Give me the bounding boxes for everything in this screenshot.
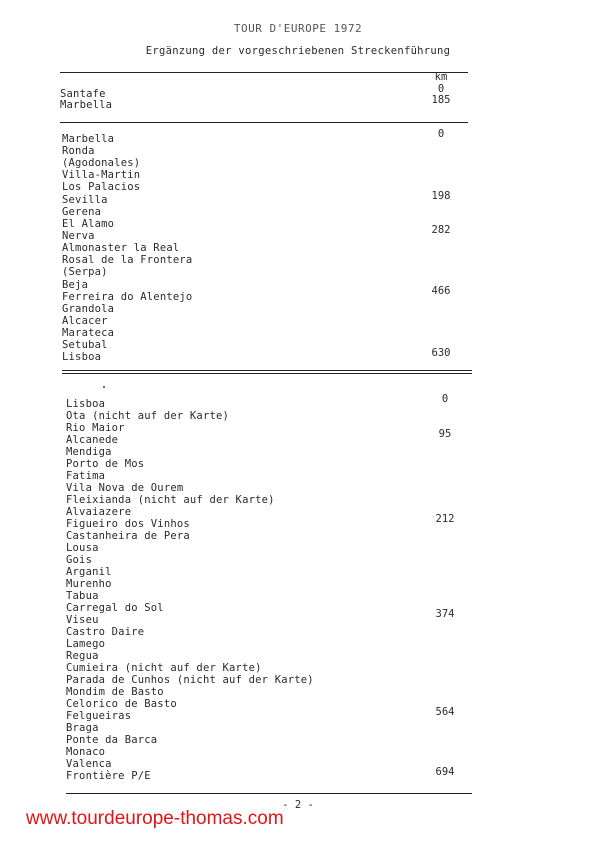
km-value: 212 [435,513,455,525]
document-subtitle: Ergänzung der vorgeschriebenen Streckenführung [145,45,451,57]
place-name: Cumieira (nicht auf der Karte) [66,662,262,674]
km-value: 282 [431,224,451,236]
km-value: 630 [431,347,451,359]
place-name: Villa-Martin [62,169,141,181]
km-value: 694 [435,766,455,778]
place-name: Marateca [62,327,115,339]
km-value: 466 [431,285,451,297]
place-name: Rosal de la Frontera [62,254,193,266]
km-value: 374 [435,608,455,620]
place-name: Fatima [66,470,106,482]
place-name: Alvaiazere [66,506,132,518]
place-name: (Serpa) [62,266,108,278]
place-name: Los Palacios [62,181,141,193]
place-name: Setubal [62,339,108,351]
place-name: Almonaster la Real [62,242,180,254]
place-name: Mendiga [66,446,112,458]
place-name: Sevilla [62,194,108,206]
rule-bottom [66,793,472,794]
place-name: Ota (nicht auf der Karte) [66,410,230,422]
km-value: 95 [438,428,452,440]
place-name: Lousa [66,542,99,554]
place-name: Valenca [66,758,112,770]
place-name: (Agodonales) [62,157,141,169]
place-name: Braga [66,722,99,734]
place-name: Lisboa [66,398,106,410]
place-name: Arganil [66,566,112,578]
rule-section-2b [62,373,472,374]
place-name: Viseu [66,614,99,626]
place-name: Fleixianda (nicht auf der Karte) [66,494,275,506]
place-name: Gerena [62,206,102,218]
place-name: Ferreira do Alentejo [62,291,193,303]
website-url[interactable]: www.tourdeurope-thomas.com [26,808,284,829]
place-name: Porto de Mos [66,458,145,470]
place-name: Gois [66,554,93,566]
place-name: Celorico de Basto [66,698,177,710]
km-value: 0 [437,128,445,140]
place-name: Ponte da Barca [66,734,158,746]
place-name: El Alamo [62,218,115,230]
place-name: Ronda [62,145,95,157]
km-value: 0 [437,83,445,95]
km-value: 198 [431,190,451,202]
place-name: Castanheira de Pera [66,530,190,542]
place-name: Tabua [66,590,99,602]
place-name: Marbella [62,133,115,145]
place-name: Frontière P/E [66,770,151,782]
place-name: Grandola [62,303,115,315]
place-name: Mondim de Basto [66,686,164,698]
place-name: Monaco [66,746,106,758]
km-column-header: km [434,71,448,83]
place-name: Beja [62,279,89,291]
place-name: Rio Maior [66,422,125,434]
place-name: Lamego [66,638,106,650]
km-value: 564 [435,706,455,718]
place-name: Castro Daire [66,626,145,638]
place-name: Santafe [60,88,106,100]
place-name: Parada de Cunhos (nicht auf der Karte) [66,674,314,686]
place-name: Murenho [66,578,112,590]
rule-section-2a [62,370,472,371]
document-title: TOUR D'EUROPE 1972 [233,22,363,35]
place-name: Nerva [62,230,95,242]
place-name: Felgueiras [66,710,132,722]
place-name: Alcacer [62,315,108,327]
place-name: Carregal do Sol [66,602,164,614]
place-name: Vila Nova de Ourem [66,482,184,494]
page-number: - 2 - [282,799,314,811]
place-name: Lisboa [62,351,102,363]
km-value: 185 [431,94,451,106]
place-name: Figueiro dos Vinhos [66,518,190,530]
km-value: 0 [441,393,449,405]
place-name: Marbella [60,99,113,111]
place-name: Regua [66,650,99,662]
rule-section-1 [60,122,468,123]
speck-mark [103,386,105,388]
place-name: Alcanede [66,434,119,446]
